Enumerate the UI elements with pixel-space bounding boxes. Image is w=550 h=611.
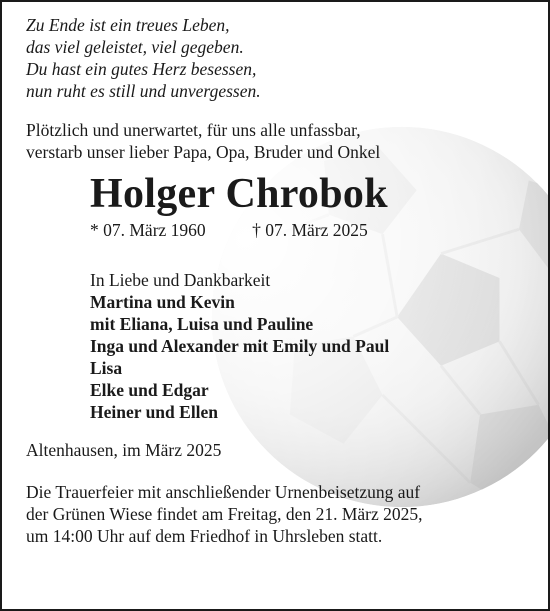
place-and-date: Altenhausen, im März 2025 [26,440,222,460]
birth-date: * 07. März 1960 [90,220,206,240]
mourners-list [90,269,536,423]
mourners-intro: In Liebe und Dankbarkeit [90,270,271,290]
mourner-line: Elke und Edgar [90,380,209,400]
announcement-line: verstarb unser lieber Papa, Opa, Bruder und Onkel [26,142,381,162]
death-date: † 07. März 2025 [252,220,368,240]
poem-line: das viel geleistet, viel gegeben. [26,37,244,57]
service-line: der Grünen Wiese findet am Freitag, den 21. März 2025, [26,504,423,524]
poem-line: Zu Ende ist ein treues Leben, [26,15,230,35]
mourner-line: Martina und Kevin [90,292,235,312]
life-dates [90,219,536,241]
memorial-poem [26,14,536,102]
death-announcement [26,119,536,163]
funeral-service-info [26,481,536,547]
mourner-line: mit Eliana, Luisa und Pauline [90,314,314,334]
poem-line: Du hast ein gutes Herz besessen, [26,59,257,79]
announcement-line: Plötzlich und unerwartet, für uns alle unfassbar, [26,120,361,140]
poem-line: nun ruht es still und unvergessen. [26,81,261,101]
deceased-name: Holger Chrobok [90,171,388,217]
service-line: Die Trauerfeier mit anschließender Urnenbeisetzung auf [26,482,421,502]
mourner-line: Inga und Alexander mit Emily und Paul [90,336,390,356]
service-line: um 14:00 Uhr auf dem Friedhof in Uhrsleben statt. [26,526,383,546]
mourner-line: Heiner und Ellen [90,402,219,422]
mourner-line: Lisa [90,358,123,378]
notice-content [26,14,536,547]
